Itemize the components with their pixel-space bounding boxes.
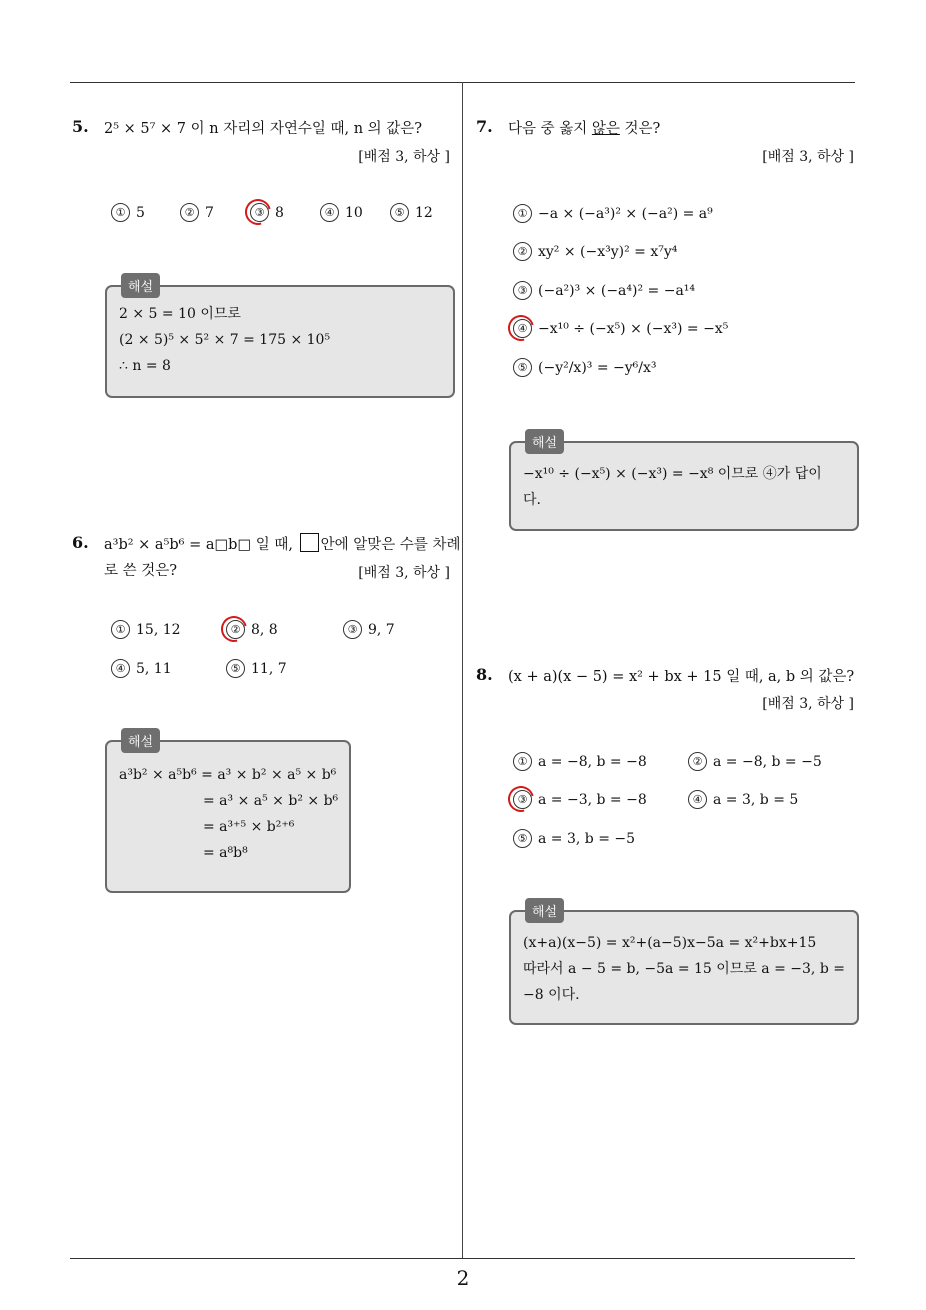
- q6-choice-3-label: 9, 7: [368, 622, 395, 638]
- q8-choice-2-label: a = −8, b = −5: [713, 754, 822, 770]
- q5-choice-4-label: 10: [345, 205, 363, 221]
- circled-2: ②: [180, 203, 199, 222]
- q8-text: (x + a)(x − 5) = x² + bx + 15 일 때, a, b 의 값은?: [508, 669, 855, 685]
- blank-box-icon: [300, 533, 319, 552]
- q7-choice-5[interactable]: [513, 358, 657, 377]
- q8-choice-1[interactable]: [513, 752, 647, 771]
- q7-choice-5-label: (−y²/x)³ = −y⁶/x³: [538, 360, 657, 376]
- q8-number: 8.: [476, 665, 493, 684]
- circled-2: ②: [513, 242, 532, 261]
- q5-solution-body: [119, 301, 443, 379]
- q6-choice-1-label: 15, 12: [136, 622, 181, 638]
- circled-5: ⑤: [226, 659, 245, 678]
- solution-line: (x+a)(x−5) = x²+(a−5)x−5a = x²+bx+15: [523, 935, 817, 951]
- bottom-rule: [70, 1258, 855, 1259]
- circled-1: ①: [111, 203, 130, 222]
- q5-choice-5-label: 12: [415, 205, 433, 221]
- q6-choice-2-label: 8, 8: [251, 622, 278, 638]
- circled-3: ③: [513, 790, 532, 809]
- circled-5: ⑤: [513, 358, 532, 377]
- q6-number: 6.: [72, 533, 89, 552]
- q5-solution-box: [105, 280, 455, 398]
- q6-choice-5[interactable]: [226, 659, 287, 678]
- circled-4: ④: [513, 319, 532, 338]
- q7-text-underlined: 않은: [591, 121, 620, 137]
- circled-5: ⑤: [390, 203, 409, 222]
- solution-line: (2 × 5)⁵ × 5² × 7 = 175 × 10⁵: [119, 332, 331, 348]
- q8-choice-1-label: a = −8, b = −8: [538, 754, 647, 770]
- q7-choice-4[interactable]: [513, 319, 728, 338]
- solution-line: = a³ × a⁵ × b² × b⁶: [203, 793, 339, 809]
- q7-choice-2[interactable]: [513, 242, 677, 261]
- q7-choice-3-label: (−a²)³ × (−a⁴)² = −a¹⁴: [538, 283, 696, 299]
- answer-mark-icon: [503, 310, 539, 346]
- solution-label: 해설: [525, 429, 564, 454]
- q6-choice-5-label: 11, 7: [251, 661, 287, 677]
- q5-choice-5[interactable]: [390, 203, 433, 222]
- q6-choice-4-label: 5, 11: [136, 661, 172, 677]
- q6-text-c: 로 쓴 것은?: [104, 563, 178, 579]
- q7-text: [508, 117, 660, 141]
- solution-label: 해설: [525, 898, 564, 923]
- circled-4: ④: [320, 203, 339, 222]
- q7-solution-body: [523, 461, 847, 513]
- q7-choice-4-label: −x¹⁰ ÷ (−x⁵) × (−x³) = −x⁵: [538, 321, 729, 337]
- q6-text-b: 안에 알맞은 수를 차례: [320, 537, 461, 553]
- q7-choice-3[interactable]: [513, 281, 695, 300]
- q5-choice-2[interactable]: [180, 203, 214, 222]
- circled-1: ①: [513, 752, 532, 771]
- q6-choice-1[interactable]: [111, 620, 181, 639]
- solution-line: −8 이다.: [523, 987, 580, 1003]
- q5-choice-4[interactable]: [320, 203, 363, 222]
- circled-1: ①: [111, 620, 130, 639]
- q7-text-a: 다음 중 옳지: [508, 121, 592, 137]
- solution-label: 해설: [121, 273, 160, 298]
- q7-solution-box: [509, 436, 859, 531]
- page-number: 2: [456, 1266, 470, 1290]
- q6-solution-box: [105, 735, 351, 893]
- q8-choice-3-label: a = −3, b = −8: [538, 792, 647, 808]
- q7-choice-1-label: −a × (−a³)² × (−a²) = a⁹: [538, 206, 713, 222]
- q8-choice-4-label: a = 3, b = 5: [713, 792, 799, 808]
- answer-mark-icon: [216, 611, 252, 647]
- circled-3: ③: [513, 281, 532, 300]
- circled-3: ③: [343, 620, 362, 639]
- q6-choice-3[interactable]: [343, 620, 395, 639]
- solution-line: a³b² × a⁵b⁶ = a³ × b² × a⁵ × b⁶: [119, 767, 337, 783]
- circled-2: ②: [226, 620, 245, 639]
- circled-5: ⑤: [513, 829, 532, 848]
- q6-text-line1: [104, 533, 461, 557]
- q8-choice-2[interactable]: [688, 752, 822, 771]
- solution-label: 해설: [121, 728, 160, 753]
- q8-choice-5[interactable]: [513, 829, 635, 848]
- answer-mark-icon: [240, 194, 276, 230]
- q5-meta: [배점 3, 하상 ]: [358, 149, 450, 165]
- q5-choice-1-label: 5: [136, 205, 145, 221]
- q6-solution-body: [119, 762, 339, 866]
- q8-solution-box: [509, 905, 859, 1025]
- solution-line: = a³⁺⁵ × b²⁺⁶: [203, 819, 295, 835]
- circled-4: ④: [688, 790, 707, 809]
- q7-choice-1[interactable]: [513, 204, 713, 223]
- q5-number: 5.: [72, 117, 89, 136]
- q5-choice-2-label: 7: [205, 205, 214, 221]
- q6-text-a: a³b² × a⁵b⁶ = a□b□ 일 때,: [104, 537, 294, 553]
- q8-meta: [배점 3, 하상 ]: [762, 696, 854, 712]
- circled-2: ②: [688, 752, 707, 771]
- q6-meta: [배점 3, 하상 ]: [358, 565, 450, 581]
- solution-line: 다.: [523, 492, 541, 508]
- q5-text: 2⁵ × 5⁷ × 7 이 n 자리의 자연수일 때, n 의 값은?: [104, 121, 423, 137]
- circled-4: ④: [111, 659, 130, 678]
- circled-3: ③: [250, 203, 269, 222]
- answer-mark-icon: [503, 781, 539, 817]
- q5-choice-1[interactable]: [111, 203, 145, 222]
- circled-1: ①: [513, 204, 532, 223]
- q7-meta: [배점 3, 하상 ]: [762, 149, 854, 165]
- q7-text-b: 것은?: [619, 121, 661, 137]
- q8-solution-body: [523, 930, 847, 1008]
- q6-choice-4[interactable]: [111, 659, 172, 678]
- solution-line: 따라서 a − 5 = b, −5a = 15 이므로 a = −3, b =: [523, 961, 845, 977]
- q8-choice-5-label: a = 3, b = −5: [538, 831, 636, 847]
- q7-number: 7.: [476, 117, 493, 136]
- solution-line: 2 × 5 = 10 이므로: [119, 306, 241, 322]
- solution-line: ∴ n = 8: [119, 358, 171, 374]
- solution-line: −x¹⁰ ÷ (−x⁵) × (−x³) = −x⁸ 이므로 ④가 답이: [523, 466, 822, 482]
- column-divider: [462, 82, 463, 1258]
- solution-line: = a⁸b⁸: [203, 845, 248, 861]
- q7-choice-2-label: xy² × (−x³y)² = x⁷y⁴: [538, 244, 678, 260]
- q5-choice-3-label: 8: [275, 205, 284, 221]
- q8-choice-4[interactable]: [688, 790, 798, 809]
